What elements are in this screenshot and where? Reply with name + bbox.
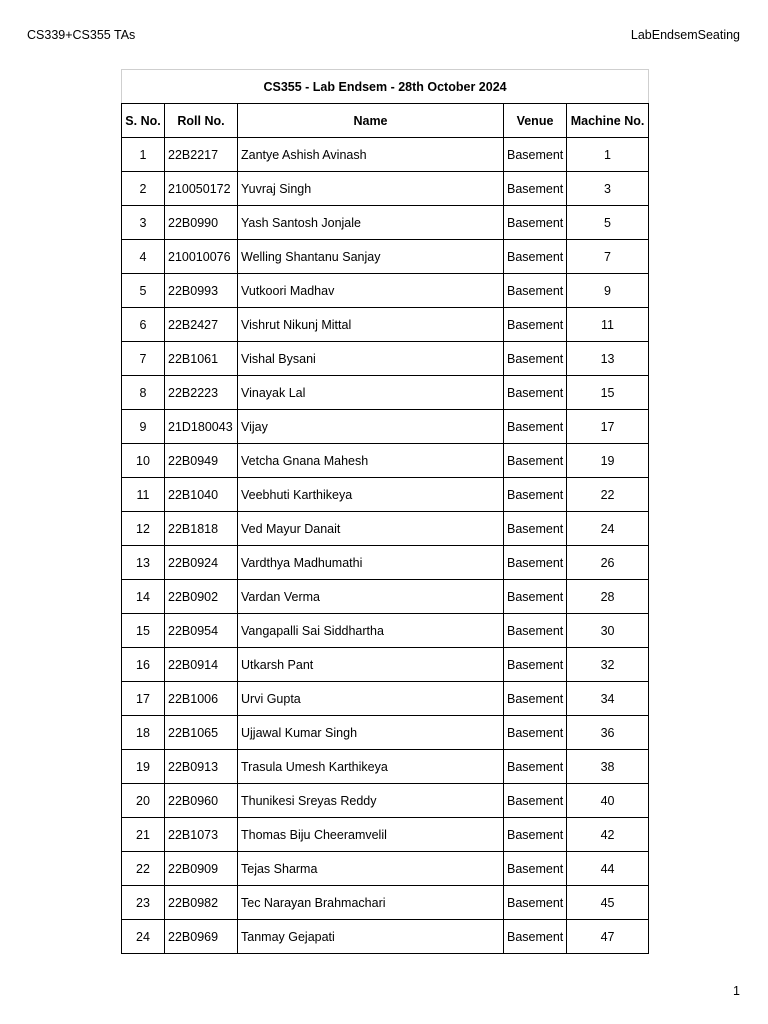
cell-sno: 15 — [122, 614, 165, 648]
cell-sno: 9 — [122, 410, 165, 444]
cell-roll-no: 22B1818 — [165, 512, 238, 546]
cell-roll-no: 22B0924 — [165, 546, 238, 580]
cell-name: Vutkoori Madhav — [238, 274, 504, 308]
cell-venue: Basement — [504, 750, 567, 784]
cell-machine-no: 3 — [567, 172, 649, 206]
cell-venue: Basement — [504, 308, 567, 342]
table-row — [122, 682, 649, 716]
table-row — [122, 920, 649, 954]
table-row — [122, 784, 649, 818]
cell-roll-no: 22B0949 — [165, 444, 238, 478]
cell-roll-no: 22B0993 — [165, 274, 238, 308]
cell-sno: 23 — [122, 886, 165, 920]
table-body — [122, 138, 649, 954]
cell-sno: 3 — [122, 206, 165, 240]
table-row — [122, 172, 649, 206]
cell-name: Ujjawal Kumar Singh — [238, 716, 504, 750]
cell-sno: 11 — [122, 478, 165, 512]
column-header-name: Name — [238, 104, 504, 138]
cell-venue: Basement — [504, 342, 567, 376]
cell-venue: Basement — [504, 546, 567, 580]
cell-venue: Basement — [504, 274, 567, 308]
cell-roll-no: 22B0909 — [165, 852, 238, 886]
cell-name: Thunikesi Sreyas Reddy — [238, 784, 504, 818]
table-row — [122, 886, 649, 920]
cell-name: Trasula Umesh Karthikeya — [238, 750, 504, 784]
cell-roll-no: 22B2223 — [165, 376, 238, 410]
cell-venue: Basement — [504, 648, 567, 682]
cell-roll-no: 22B0954 — [165, 614, 238, 648]
cell-venue: Basement — [504, 376, 567, 410]
cell-venue: Basement — [504, 240, 567, 274]
cell-sno: 20 — [122, 784, 165, 818]
cell-name: Ved Mayur Danait — [238, 512, 504, 546]
cell-machine-no: 22 — [567, 478, 649, 512]
table-row — [122, 716, 649, 750]
cell-sno: 12 — [122, 512, 165, 546]
cell-machine-no: 26 — [567, 546, 649, 580]
column-header-sno: S. No. — [122, 104, 165, 138]
page-number: 1 — [733, 984, 740, 998]
cell-sno: 16 — [122, 648, 165, 682]
cell-machine-no: 44 — [567, 852, 649, 886]
cell-name: Welling Shantanu Sanjay — [238, 240, 504, 274]
cell-sno: 10 — [122, 444, 165, 478]
cell-name: Zantye Ashish Avinash — [238, 138, 504, 172]
cell-sno: 19 — [122, 750, 165, 784]
seating-table — [121, 69, 649, 954]
cell-venue: Basement — [504, 920, 567, 954]
cell-name: Vangapalli Sai Siddhartha — [238, 614, 504, 648]
cell-machine-no: 9 — [567, 274, 649, 308]
cell-name: Utkarsh Pant — [238, 648, 504, 682]
table-row — [122, 648, 649, 682]
cell-machine-no: 42 — [567, 818, 649, 852]
cell-sno: 24 — [122, 920, 165, 954]
cell-name: Vishrut Nikunj Mittal — [238, 308, 504, 342]
table-row — [122, 614, 649, 648]
table-title: CS355 - Lab Endsem - 28th October 2024 — [122, 70, 649, 104]
cell-roll-no: 22B1073 — [165, 818, 238, 852]
cell-sno: 6 — [122, 308, 165, 342]
cell-sno: 1 — [122, 138, 165, 172]
cell-venue: Basement — [504, 716, 567, 750]
cell-machine-no: 13 — [567, 342, 649, 376]
table-row — [122, 138, 649, 172]
table-row — [122, 444, 649, 478]
cell-name: Vetcha Gnana Mahesh — [238, 444, 504, 478]
table-row — [122, 512, 649, 546]
table-row — [122, 750, 649, 784]
table-row — [122, 274, 649, 308]
cell-sno: 14 — [122, 580, 165, 614]
cell-venue: Basement — [504, 682, 567, 716]
table-row — [122, 240, 649, 274]
cell-name: Yash Santosh Jonjale — [238, 206, 504, 240]
cell-roll-no: 22B0902 — [165, 580, 238, 614]
cell-machine-no: 17 — [567, 410, 649, 444]
cell-sno: 18 — [122, 716, 165, 750]
cell-roll-no: 22B1061 — [165, 342, 238, 376]
cell-name: Vardthya Madhumathi — [238, 546, 504, 580]
cell-sno: 21 — [122, 818, 165, 852]
cell-machine-no: 47 — [567, 920, 649, 954]
cell-roll-no: 22B1040 — [165, 478, 238, 512]
cell-venue: Basement — [504, 478, 567, 512]
cell-name: Tanmay Gejapati — [238, 920, 504, 954]
table-row — [122, 376, 649, 410]
cell-venue: Basement — [504, 410, 567, 444]
cell-machine-no: 34 — [567, 682, 649, 716]
cell-machine-no: 24 — [567, 512, 649, 546]
table-row — [122, 546, 649, 580]
document-header-left: CS339+CS355 TAs — [27, 28, 136, 42]
cell-machine-no: 30 — [567, 614, 649, 648]
cell-sno: 5 — [122, 274, 165, 308]
table-row — [122, 818, 649, 852]
cell-name: Vishal Bysani — [238, 342, 504, 376]
cell-venue: Basement — [504, 886, 567, 920]
cell-venue: Basement — [504, 614, 567, 648]
cell-name: Vardan Verma — [238, 580, 504, 614]
cell-venue: Basement — [504, 172, 567, 206]
cell-machine-no: 19 — [567, 444, 649, 478]
cell-roll-no: 22B1006 — [165, 682, 238, 716]
table-title-row — [122, 70, 649, 104]
cell-venue: Basement — [504, 512, 567, 546]
table-row — [122, 580, 649, 614]
cell-name: Yuvraj Singh — [238, 172, 504, 206]
cell-roll-no: 22B0914 — [165, 648, 238, 682]
cell-machine-no: 32 — [567, 648, 649, 682]
cell-sno: 4 — [122, 240, 165, 274]
cell-roll-no: 22B0960 — [165, 784, 238, 818]
cell-name: Tejas Sharma — [238, 852, 504, 886]
column-header-roll: Roll No. — [165, 104, 238, 138]
cell-machine-no: 7 — [567, 240, 649, 274]
cell-machine-no: 5 — [567, 206, 649, 240]
cell-machine-no: 28 — [567, 580, 649, 614]
table-row — [122, 206, 649, 240]
cell-venue: Basement — [504, 580, 567, 614]
cell-sno: 8 — [122, 376, 165, 410]
table-header-row — [122, 104, 649, 138]
table-row — [122, 852, 649, 886]
cell-machine-no: 11 — [567, 308, 649, 342]
cell-name: Veebhuti Karthikeya — [238, 478, 504, 512]
cell-venue: Basement — [504, 784, 567, 818]
cell-machine-no: 36 — [567, 716, 649, 750]
cell-sno: 7 — [122, 342, 165, 376]
cell-machine-no: 40 — [567, 784, 649, 818]
cell-roll-no: 22B1065 — [165, 716, 238, 750]
cell-name: Vinayak Lal — [238, 376, 504, 410]
column-header-machine: Machine No. — [567, 104, 649, 138]
cell-sno: 22 — [122, 852, 165, 886]
column-header-venue: Venue — [504, 104, 567, 138]
cell-roll-no: 210050172 — [165, 172, 238, 206]
cell-roll-no: 210010076 — [165, 240, 238, 274]
table-row — [122, 342, 649, 376]
cell-roll-no: 22B0913 — [165, 750, 238, 784]
cell-venue: Basement — [504, 138, 567, 172]
document-header-right: LabEndsemSeating — [630, 28, 740, 42]
cell-sno: 17 — [122, 682, 165, 716]
cell-machine-no: 45 — [567, 886, 649, 920]
cell-name: Tec Narayan Brahmachari — [238, 886, 504, 920]
table-row — [122, 478, 649, 512]
cell-name: Vijay — [238, 410, 504, 444]
table-row — [122, 410, 649, 444]
cell-roll-no: 21D180043 — [165, 410, 238, 444]
cell-venue: Basement — [504, 818, 567, 852]
cell-roll-no: 22B2427 — [165, 308, 238, 342]
cell-sno: 2 — [122, 172, 165, 206]
cell-name: Thomas Biju Cheeramvelil — [238, 818, 504, 852]
cell-machine-no: 1 — [567, 138, 649, 172]
cell-venue: Basement — [504, 852, 567, 886]
cell-roll-no: 22B0982 — [165, 886, 238, 920]
table-row — [122, 308, 649, 342]
cell-machine-no: 38 — [567, 750, 649, 784]
cell-roll-no: 22B2217 — [165, 138, 238, 172]
cell-name: Urvi Gupta — [238, 682, 504, 716]
cell-venue: Basement — [504, 444, 567, 478]
cell-sno: 13 — [122, 546, 165, 580]
cell-roll-no: 22B0969 — [165, 920, 238, 954]
cell-roll-no: 22B0990 — [165, 206, 238, 240]
cell-machine-no: 15 — [567, 376, 649, 410]
cell-venue: Basement — [504, 206, 567, 240]
